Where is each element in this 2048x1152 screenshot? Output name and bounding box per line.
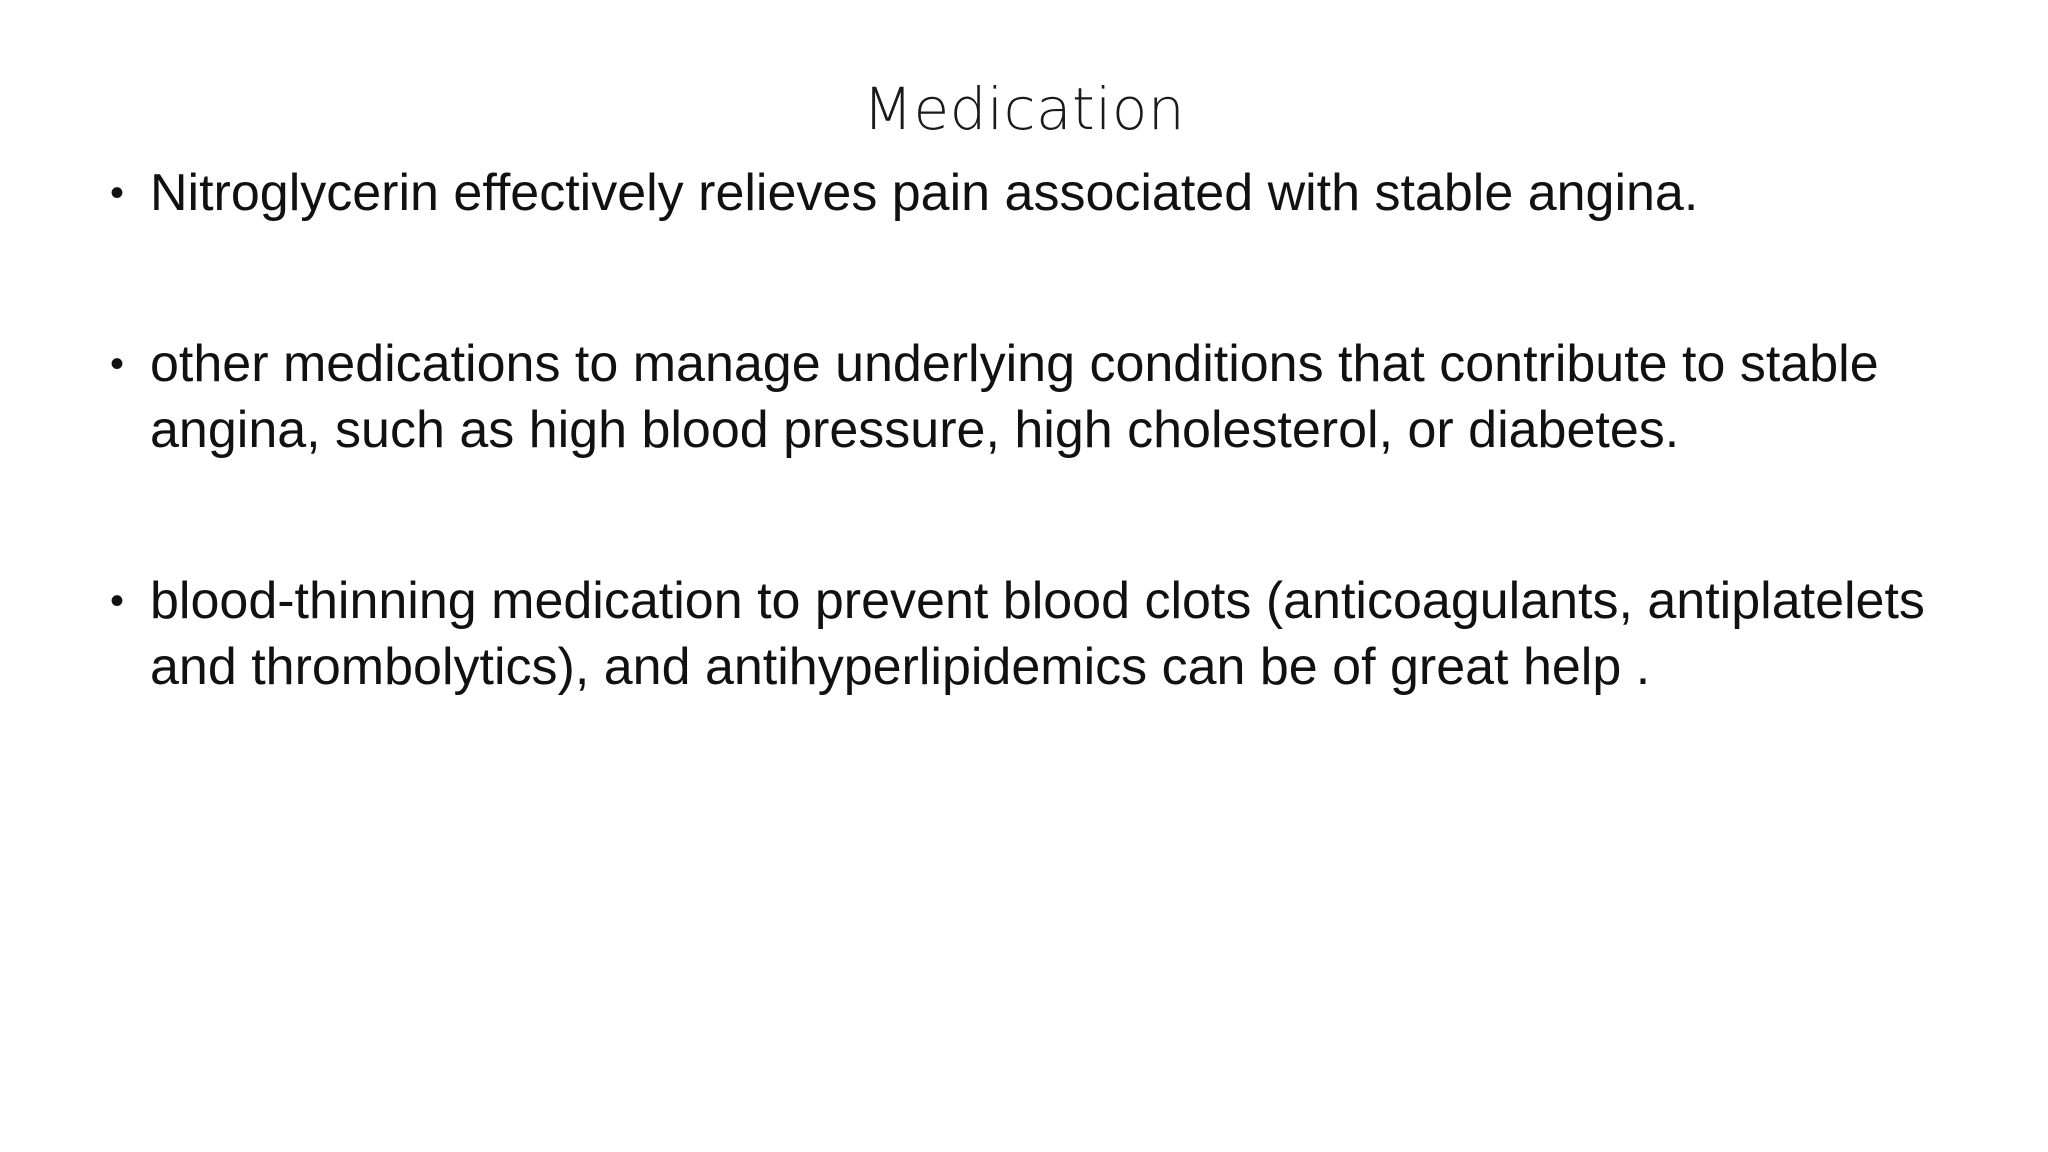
bullet-item-other-medications: [110, 331, 1970, 463]
slide-title: Medication: [862, 75, 1186, 143]
bullet-text: other medications to manage underlying conditions that contribute to stable angina, such as high blood pressure, high cholesterol, or diabetes.: [150, 335, 1879, 459]
bullet-dot-icon: •: [110, 579, 125, 623]
bullet-text: blood-thinning medication to prevent blood clots (anticoagulants, antiplatelets and thrombolytics), and antihyperlipidemics can be of great help .: [150, 572, 1925, 696]
bullet-item-blood-thinning: [110, 568, 1970, 700]
bullet-item-nitroglycerin: [110, 160, 1970, 226]
bullet-dot-icon: •: [110, 171, 125, 215]
bullet-list: [110, 160, 1970, 805]
bullet-text: Nitroglycerin effectively relieves pain associated with stable angina.: [150, 164, 1699, 222]
bullet-dot-icon: •: [110, 342, 125, 386]
